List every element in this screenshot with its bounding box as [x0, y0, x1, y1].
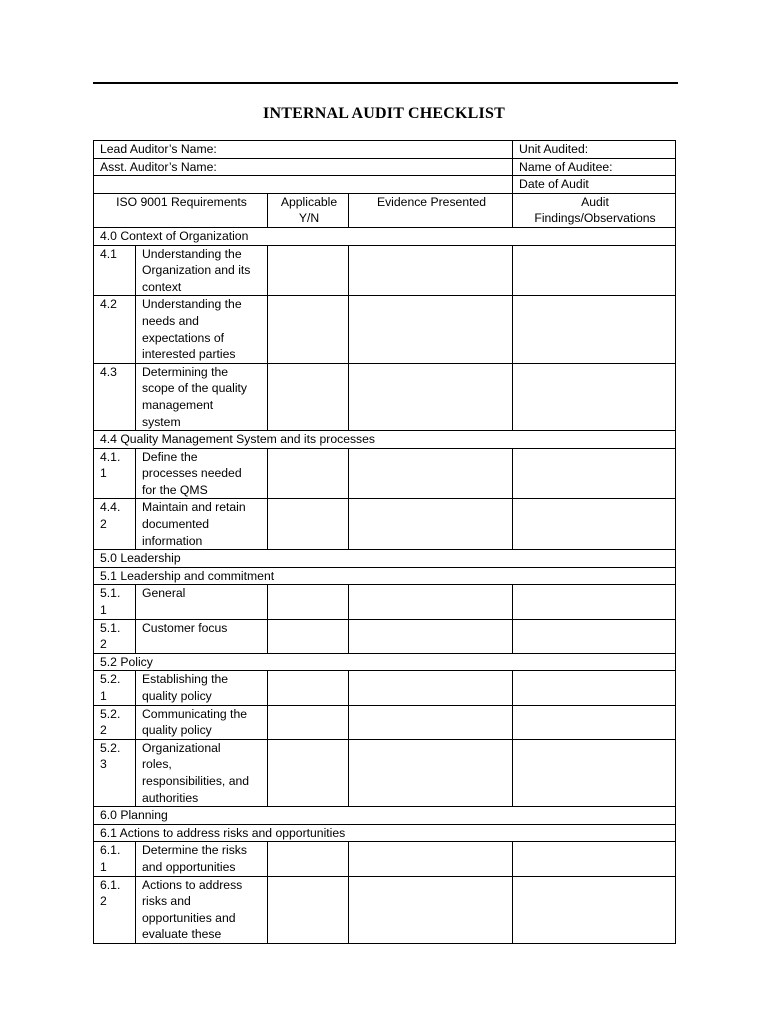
- col-header-requirements: ISO 9001 Requirements: [94, 193, 268, 227]
- clause-number-line: 5.1.: [100, 586, 121, 601]
- findings-cell[interactable]: [513, 842, 676, 876]
- requirement-text-line: Communicating the: [142, 706, 247, 721]
- requirement-text-line: risks and: [142, 894, 191, 909]
- clause-number-line: 2: [100, 723, 107, 738]
- requirement-text-line: Organization and its: [142, 263, 251, 278]
- clause-number: [94, 876, 136, 943]
- requirement-text-line: quality policy: [142, 689, 212, 703]
- requirement-row: [94, 739, 676, 806]
- auditee-field[interactable]: Name of Auditee:: [513, 158, 676, 176]
- requirement-row: [94, 619, 676, 653]
- requirement-row: [94, 448, 676, 499]
- requirement-text: [136, 585, 268, 619]
- requirement-text-line: management: [142, 397, 214, 412]
- requirement-text-line: Organizational: [142, 740, 221, 755]
- column-header-row: [94, 193, 676, 227]
- requirement-text: [136, 671, 268, 705]
- requirement-row: [94, 296, 676, 363]
- clause-number-line: 6.1.: [100, 877, 121, 892]
- clause-number-line: 5.2.: [100, 740, 121, 755]
- requirement-text-line: scope of the quality: [142, 381, 248, 396]
- findings-cell[interactable]: [513, 705, 676, 739]
- col-header-evidence: Evidence Presented: [349, 193, 513, 227]
- applicable-cell[interactable]: [268, 671, 349, 705]
- applicable-cell[interactable]: [268, 585, 349, 619]
- requirement-text-line: Understanding the: [142, 297, 242, 312]
- evidence-cell[interactable]: [349, 739, 513, 806]
- section-heading: 6.0 Planning: [94, 807, 676, 825]
- requirement-row: [94, 363, 676, 430]
- section-heading: 5.1 Leadership and commitment: [94, 567, 676, 585]
- top-horizontal-rule: [93, 82, 678, 84]
- evidence-cell[interactable]: [349, 842, 513, 876]
- evidence-cell[interactable]: [349, 705, 513, 739]
- applicable-cell[interactable]: [268, 499, 349, 550]
- evidence-cell[interactable]: [349, 448, 513, 499]
- requirement-text: [136, 363, 268, 430]
- col-header-findings-line2: Findings/Observations: [534, 211, 656, 226]
- requirement-text-line: system: [142, 414, 181, 429]
- requirement-text-line: Define the: [142, 449, 198, 464]
- findings-cell[interactable]: [513, 245, 676, 296]
- clause-number: [94, 585, 136, 619]
- col-header-findings-line1: Audit: [581, 194, 609, 209]
- info-blank-cell[interactable]: [94, 176, 513, 194]
- requirement-text-line: needs and: [142, 313, 199, 328]
- clause-number-line: 1: [100, 603, 107, 618]
- requirement-text: [136, 705, 268, 739]
- applicable-cell[interactable]: [268, 245, 349, 296]
- page-title: INTERNAL AUDIT CHECKLIST: [263, 105, 505, 122]
- applicable-cell[interactable]: [268, 448, 349, 499]
- requirement-text-line: information: [142, 533, 203, 548]
- section-header-row: [94, 227, 676, 245]
- requirement-text: [136, 296, 268, 363]
- col-header-applicable: [268, 193, 349, 227]
- requirement-text-line: Maintain and retain: [142, 500, 246, 515]
- evidence-cell[interactable]: [349, 876, 513, 943]
- clause-number: [94, 245, 136, 296]
- evidence-cell[interactable]: [349, 585, 513, 619]
- requirement-row: [94, 705, 676, 739]
- clause-number-line: 2: [100, 637, 107, 652]
- requirement-text-line: roles,: [142, 757, 172, 772]
- evidence-cell[interactable]: [349, 245, 513, 296]
- clause-number-line: 5.2.: [100, 706, 121, 721]
- clause-number-line: 4.3: [100, 364, 117, 379]
- unit-audited-field[interactable]: Unit Audited:: [513, 141, 676, 159]
- clause-number: [94, 363, 136, 430]
- section-header-row: [94, 431, 676, 449]
- section-heading: 4.0 Context of Organization: [94, 227, 676, 245]
- requirement-text-line: documented: [142, 517, 210, 532]
- date-of-audit-field[interactable]: Date of Audit: [513, 176, 676, 194]
- applicable-cell[interactable]: [268, 842, 349, 876]
- section-heading: 6.1 Actions to address risks and opportunities: [94, 824, 676, 842]
- section-header-row: [94, 653, 676, 671]
- requirement-text-line: Actions to address: [142, 877, 243, 892]
- requirement-text: [136, 739, 268, 806]
- requirement-text-line: interested parties: [142, 347, 236, 362]
- requirement-text: [136, 499, 268, 550]
- section-heading: 4.4 Quality Management System and its processes: [94, 431, 676, 449]
- col-header-findings: [513, 193, 676, 227]
- requirement-row: [94, 245, 676, 296]
- requirement-row: [94, 499, 676, 550]
- requirement-text: [136, 876, 268, 943]
- requirement-text: [136, 619, 268, 653]
- clause-number: [94, 619, 136, 653]
- clause-number-line: 1: [100, 859, 107, 874]
- applicable-cell[interactable]: [268, 296, 349, 363]
- requirement-text: [136, 448, 268, 499]
- findings-cell[interactable]: [513, 448, 676, 499]
- section-header-row: [94, 567, 676, 585]
- requirement-row: [94, 585, 676, 619]
- section-heading: 5.2 Policy: [94, 653, 676, 671]
- requirement-row: [94, 671, 676, 705]
- evidence-cell[interactable]: [349, 363, 513, 430]
- applicable-cell[interactable]: [268, 619, 349, 653]
- requirement-text-line: Establishing the: [142, 672, 229, 687]
- clause-number-line: 4.4.: [100, 500, 121, 515]
- applicable-cell[interactable]: [268, 876, 349, 943]
- asst-auditor-field[interactable]: Asst. Auditor’s Name:: [94, 158, 513, 176]
- findings-cell[interactable]: [513, 876, 676, 943]
- requirement-text-line: evaluate these: [142, 927, 222, 942]
- col-header-applicable-line2: Y/N: [298, 211, 320, 226]
- section-header-row: [94, 824, 676, 842]
- clause-number: [94, 705, 136, 739]
- clause-number-line: 4.2: [100, 297, 117, 312]
- findings-cell[interactable]: [513, 739, 676, 806]
- section-header-row: [94, 550, 676, 568]
- info-row-2: [94, 158, 676, 176]
- findings-cell[interactable]: [513, 499, 676, 550]
- requirement-row: [94, 876, 676, 943]
- clause-number: [94, 296, 136, 363]
- requirement-text: [136, 245, 268, 296]
- clause-number: [94, 448, 136, 499]
- requirement-text-line: expectations of: [142, 330, 224, 345]
- requirement-text-line: and opportunities: [142, 859, 236, 874]
- clause-number-line: 1: [100, 466, 107, 481]
- requirement-text-line: authorities: [142, 790, 199, 805]
- evidence-cell[interactable]: [349, 296, 513, 363]
- applicable-cell[interactable]: [268, 363, 349, 430]
- requirement-text-line: Determine the risks: [142, 843, 247, 858]
- evidence-cell[interactable]: [349, 499, 513, 550]
- col-header-applicable-line1: Applicable: [280, 194, 338, 209]
- applicable-cell[interactable]: [268, 739, 349, 806]
- requirement-text-line: General: [142, 586, 186, 601]
- clause-number: [94, 842, 136, 876]
- clause-number-line: 4.1.: [100, 449, 121, 464]
- clause-number-line: 2: [100, 517, 107, 532]
- clause-number-line: 6.1.: [100, 843, 121, 858]
- section-heading: 5.0 Leadership: [94, 550, 676, 568]
- requirement-text-line: Understanding the: [142, 246, 242, 261]
- requirement-text-line: Determining the: [142, 364, 229, 379]
- findings-cell[interactable]: [513, 671, 676, 705]
- requirement-text-line: Customer focus: [142, 620, 228, 635]
- evidence-cell[interactable]: [349, 671, 513, 705]
- findings-cell[interactable]: [513, 585, 676, 619]
- requirement-text-line: context: [142, 279, 182, 294]
- requirement-row: [94, 842, 676, 876]
- clause-number-line: 4.1: [100, 246, 117, 261]
- requirement-text: [136, 842, 268, 876]
- clause-number: [94, 671, 136, 705]
- lead-auditor-field[interactable]: Lead Auditor’s Name:: [94, 141, 513, 159]
- info-row-1: [94, 141, 676, 159]
- findings-cell[interactable]: [513, 619, 676, 653]
- clause-number-line: 5.1.: [100, 620, 121, 635]
- section-header-row: [94, 807, 676, 825]
- clause-number: [94, 739, 136, 806]
- clause-number-line: 1: [100, 689, 107, 703]
- clause-number: [94, 499, 136, 550]
- clause-number-line: 2: [100, 894, 107, 909]
- info-row-3: [94, 176, 676, 194]
- evidence-cell[interactable]: [349, 619, 513, 653]
- requirement-text-line: quality policy: [142, 723, 212, 738]
- requirement-text-line: processes needed: [142, 466, 242, 481]
- requirement-text-line: responsibilities, and: [142, 773, 250, 788]
- findings-cell[interactable]: [513, 296, 676, 363]
- requirement-text-line: opportunities and: [142, 910, 236, 925]
- requirement-text-line: for the QMS: [142, 482, 208, 497]
- applicable-cell[interactable]: [268, 705, 349, 739]
- clause-number-line: 5.2.: [100, 672, 121, 687]
- audit-checklist-table: [93, 140, 676, 944]
- clause-number-line: 3: [100, 757, 107, 772]
- findings-cell[interactable]: [513, 363, 676, 430]
